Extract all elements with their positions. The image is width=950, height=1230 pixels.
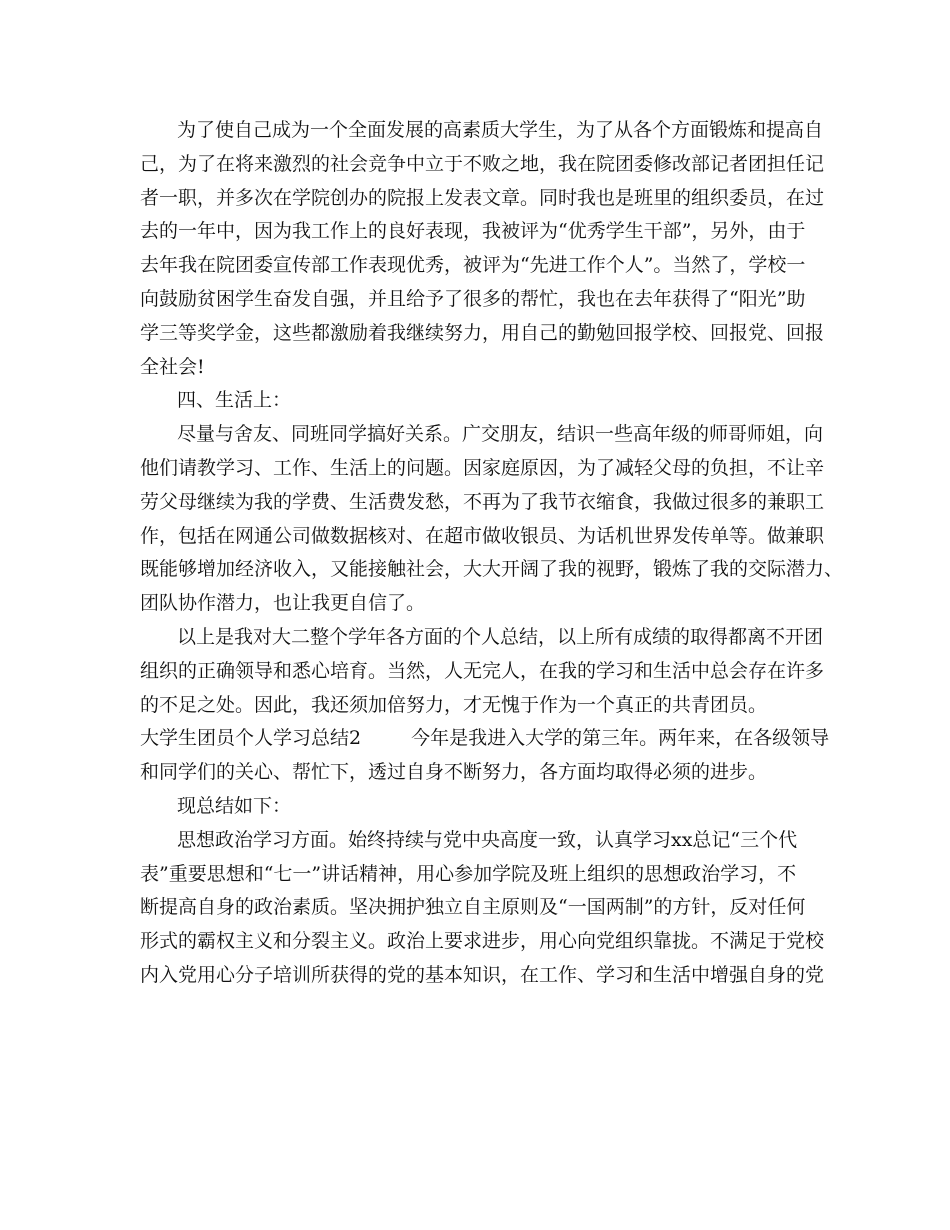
text-line (140, 756, 820, 790)
text-line (140, 959, 825, 993)
text-line (140, 520, 825, 554)
text-line-content: 劳父母继续为我的学费、生活费发愁，不再为了我节衣缩食，我做过很多的兼职工 (140, 490, 825, 513)
text-line (140, 722, 830, 756)
text-line (140, 689, 820, 723)
text-line-content: 形式的霸权主义和分裂主义。政治上要求进步，用心向党组织靠拢。不满足于党校 (140, 930, 825, 953)
text-line-content: 去年我在院团委宣传部工作表现优秀，被评为“先进工作个人”。当然了，学校一 (140, 254, 806, 277)
text-line-content: 表”重要思想和“七一”讲话精神，用心参加学院及班上组织的思想政治学习，不 (140, 862, 797, 885)
text-line-content: 内入党用心分子培训所获得的党的基本知识，在工作、学习和生活中增强自身的党 (140, 963, 825, 986)
text-line-content: 者一职，并多次在学院创办的院报上发表文章。同时我也是班里的组织委员，在过 (140, 186, 825, 209)
text-line (140, 148, 825, 182)
text-line (140, 384, 820, 418)
text-line (140, 824, 820, 858)
text-line-content: 既能够增加经济收入，又能接触社会，大大开阔了我的视野，锻炼了我的交际潜力、 (140, 558, 844, 581)
text-line-content: 大学生团员个人学习总结2 (140, 727, 362, 750)
text-line (140, 486, 825, 520)
text-line-content: 断提高自身的政治素质。坚决拥护独立自主原则及“一国两制”的方针，反对任何 (140, 896, 806, 919)
text-line-content: 去的一年中，因为我工作上的良好表现，我被评为“优秀学生干部”，另外，由于 (140, 220, 806, 243)
text-line (140, 858, 820, 892)
text-line (140, 249, 820, 283)
text-line (140, 182, 825, 216)
text-line-content: 以上是我对大二整个学年各方面的个人总结，以上所有成绩的取得都离不开团 (177, 625, 824, 648)
text-line-content: 组织的正确领导和悉心培育。当然，人无完人，在我的学习和生活中总会存在许多 (140, 659, 825, 682)
body-text (140, 114, 844, 993)
text-line-content: 和同学们的关心、帮忙下，透过自身不断努力，各方面均取得必须的进步。 (140, 761, 768, 784)
text-line (140, 587, 820, 621)
text-line-content: 作，包括在网通公司做数据核对、在超市做收银员、为话机世界发传单等。做兼职 (140, 524, 825, 547)
text-line-content: 团队协作潜力，也让我更自信了。 (140, 592, 426, 615)
text-line-content: 他们请教学习、工作、生活上的问题。因家庭原因，为了减轻父母的负担，不让辛 (140, 456, 825, 479)
text-line (140, 351, 820, 385)
text-line-content: 己，为了在将来激烈的社会竞争中立于不败之地，我在院团委修改部记者团担任记 (140, 152, 825, 175)
text-line-content: 思想政治学习方面。始终持续与党中央高度一致，认真学习xx总记“三个代 (177, 828, 798, 851)
text-line (140, 114, 824, 148)
text-line (140, 418, 824, 452)
text-line (140, 553, 844, 587)
text-line-content: 向鼓励贫困学生奋发自强，并且给予了很多的帮忙，我也在去年获得了“阳光”助 (140, 287, 806, 310)
text-line-content: 尽量与舍友、同班同学搞好关系。广交朋友，结识一些高年级的师哥师姐，向 (177, 423, 824, 446)
text-line (140, 925, 825, 959)
text-line (140, 283, 820, 317)
text-line (140, 317, 825, 351)
text-line (140, 655, 825, 689)
text-line-content: 四、生活上： (177, 389, 292, 412)
text-line-content: 的不足之处。因此，我还须加倍努力，才无愧于作为一个真正的共青团员。 (140, 693, 768, 716)
text-line-content: 学三等奖学金，这些都激励着我继续努力，用自己的勤勉回报学校、回报党、回报 (140, 321, 825, 344)
text-line (140, 891, 820, 925)
text-line-tail: 今年是我进入大学的第三年。两年来，在各级领导 (411, 727, 830, 750)
text-line-content: 现总结如下： (177, 794, 292, 817)
text-line (140, 215, 820, 249)
text-line (140, 790, 820, 824)
text-line-content: 为了使自己成为一个全面发展的高素质大学生，为了从各个方面锻炼和提高自 (177, 119, 824, 141)
text-line (140, 621, 824, 655)
text-line (140, 452, 825, 486)
text-line-content: 全社会! (140, 355, 205, 378)
